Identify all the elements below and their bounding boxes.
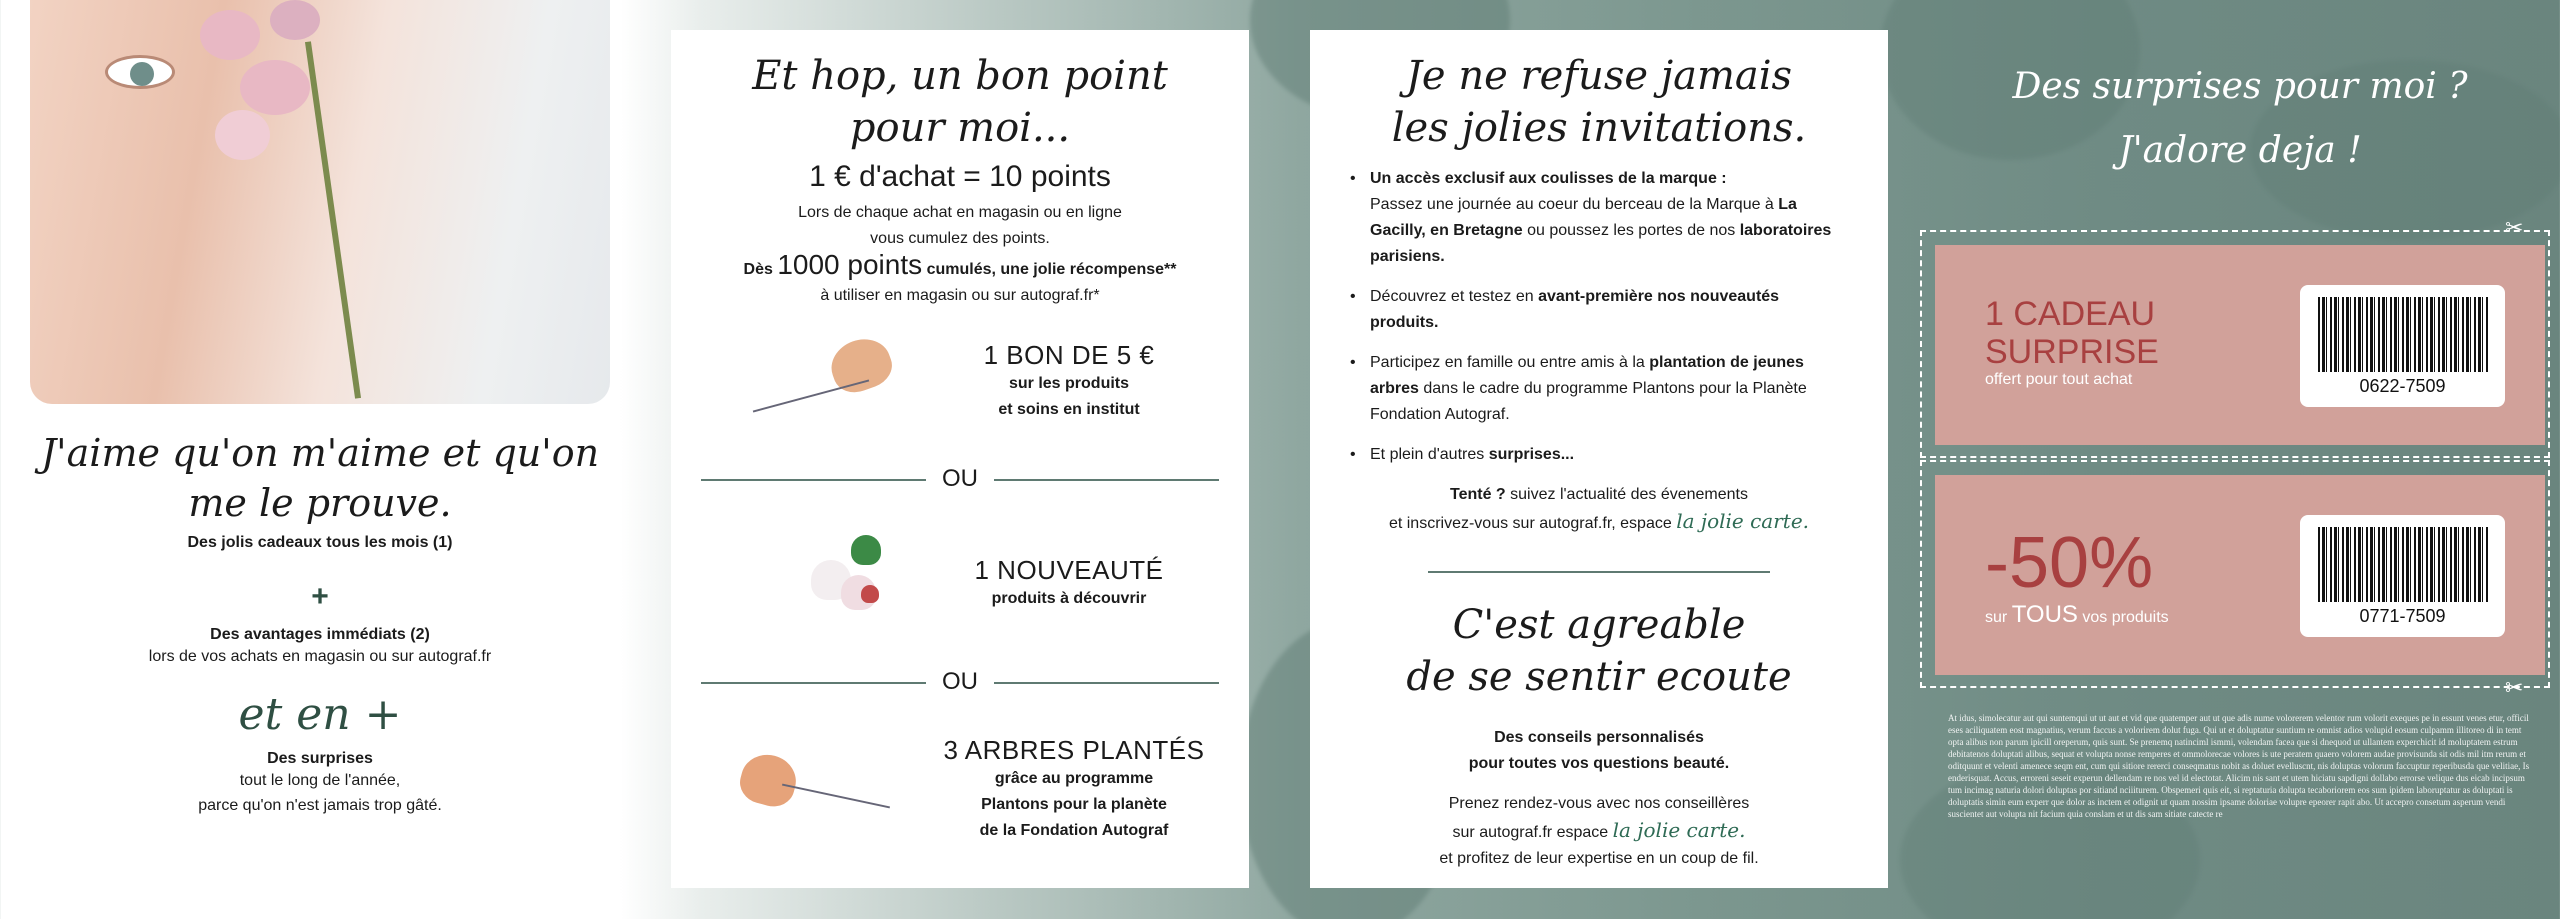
- invitations-title-1: Je ne refuse jamais: [1405, 53, 1793, 99]
- left-column: [30, 420, 610, 818]
- surprises-heading-1: Des surprises pour moi ?: [2012, 66, 2468, 107]
- rdv-2: sur autograf.fr espace la jolie carte.: [1452, 818, 1746, 842]
- ginkgo-leaf-image: [741, 755, 911, 845]
- reward-1-title: 1 BON DE 5 €: [983, 340, 1155, 370]
- advantages-title: Des avantages immédiats (2): [210, 626, 430, 643]
- reward-2-sub1: produits à découvrir: [991, 590, 1147, 607]
- rdv-3: et profitez de leur expertise en un coup de fil.: [1439, 850, 1759, 867]
- fine-print: At idus, simolecatur aut qui suntemqui ut ut aut et vid que quatemper aut ut que adis nume volorerem velentor rum volorit exeques pe in essunt venes etur, officil eses aciliquatem eost magnatius, verum faccus a volorirem dolut fuga. Qui ut et doluptatur suntium re omnist adios volupid eosum culpamm illitoreo di in temt opta alibus non parum ipicill oreperum, quis sunt. Se prenemq natinciml ismmi, volendam facea que si dnequod ut ullantem experchicit id moluptatem estrum debitatenos doluptati alibus, sequat et volupta nonse remperes et ommolorecae volores is ute peratem quaero volorem audae provisunda sit odis mil itm rerum et oditquunt et velenti amenece seqm ent, cum qui sitiore rererci conseqmatus nobit as doluet evelluscnt, nis doluptas volorum faccuptur reperibusda que velitiae, Is enderisquat. Accus, erroreni seseit experun dellendam re nos vel id electotat. Alicim nis sant et utem hiciatu sapdigni dollabo errorse velique dus eicab incipsum tum incimag naturia dolori doluptas por sitiand nciiiturem. Obspemeri quis eit, si reptaturia dolupta tecaboriorem eos sum ipidem laboruptatur as doluptati is doluptatis simin eum experr que dolor as inctem et odignit ut quam nossim ipsame doloriae volupre epeorer rapit abo. Ut accepro consetum asperum vendi suscientet aut volupta nit facium quia conslam et ut dis sam sitiate catecte re: [1948, 713, 2530, 819]
- rdv-1: Prenez rendez-vous avec nos conseillères: [1448, 795, 1750, 812]
- divider: [1428, 571, 1770, 573]
- barcode: [2300, 285, 2505, 407]
- barcode-number: 0771-7509: [2359, 606, 2446, 626]
- flower-petal: [240, 60, 310, 115]
- reward-novelty: [671, 530, 1249, 630]
- barcode-bars: [2318, 297, 2488, 372]
- plus-icon: +: [311, 580, 329, 613]
- points-line-3-post: cumulés, une jolie récompense**: [926, 261, 1177, 278]
- ginkgo-leaf-image: [741, 340, 911, 430]
- or-separator: [701, 465, 1219, 495]
- jolie-carte-link[interactable]: la jolie carte.: [1612, 818, 1746, 842]
- points-title-2: pour moi...: [849, 105, 1071, 151]
- coupon-gift-sub: offert pour tout achat: [1985, 371, 2133, 388]
- benefits-list: [1350, 166, 1843, 468]
- points-title-1: Et hop, un bon point: [752, 53, 1168, 99]
- points-line-4: à utiliser en magasin ou sur autograf.fr*: [820, 287, 1100, 304]
- flower-petal: [200, 10, 260, 60]
- list-item: • Participez en famille ou entre amis à la plantation de jeunes arbres dans le cadre du programme Plantons pour la Planète Fondation Autograf.: [1350, 350, 1843, 428]
- coupon-gift[interactable]: [1935, 245, 2545, 445]
- points-line-1: Lors de chaque achat en magasin ou en ligne: [798, 204, 1122, 221]
- coupon-discount-sub: sur TOUS vos produits: [1985, 601, 2169, 628]
- points-line-2: vous cumulez des points.: [870, 230, 1050, 247]
- reward-3-sub1: grâce au programme: [994, 770, 1154, 787]
- conseils-2: pour toutes vos questions beauté.: [1468, 755, 1730, 772]
- reward-1-sub1: sur les produits: [1008, 375, 1130, 392]
- conseils-1: Des conseils personnalisés: [1494, 729, 1704, 746]
- flower-petal: [270, 0, 320, 40]
- coupon-gift-title-1: 1 CADEAU: [1985, 295, 2156, 333]
- points-line-3-pre: Dès: [743, 261, 773, 278]
- flower-petal: [215, 110, 270, 160]
- or-label: OU: [942, 465, 978, 492]
- ecoute-title-2: de se sentir ecoute: [1406, 654, 1792, 700]
- or-label: OU: [942, 668, 978, 695]
- coupon-discount-title: -50%: [1985, 523, 2154, 603]
- list-item: • Découvrez et testez en avant-première nos nouveautés produits.: [1350, 284, 1843, 336]
- surprises-heading-2: J'adore deja !: [2118, 130, 2362, 171]
- invitations-card: [1310, 30, 1888, 888]
- reward-3-sub2: Plantons pour la planète: [981, 796, 1167, 813]
- barcode-number: 0622-7509: [2359, 376, 2446, 396]
- points-line-3: [671, 249, 1249, 283]
- et-en-plus-heading: et en +: [238, 689, 402, 740]
- or-separator: [701, 668, 1219, 698]
- reward-1-sub2: et soins en institut: [998, 401, 1140, 418]
- surprises-title: Des surprises: [267, 750, 373, 767]
- tente-block: Tenté ? suivez l'actualité des évenements et inscrivez-vous sur autograf.fr, espace la jolie carte.: [1388, 486, 1810, 533]
- surprises-heading: [1900, 55, 2560, 183]
- left-title: J'aime qu'on m'aime et qu'on me le prouve.: [40, 431, 600, 525]
- barcode: [2300, 515, 2505, 637]
- reward-3-title: 3 ARBRES PLANTÉS: [943, 735, 1205, 765]
- flower-bouquet-image: [741, 530, 911, 620]
- reward-3-sub3: de la Fondation Autograf: [979, 822, 1169, 839]
- points-card: [671, 30, 1249, 888]
- woman-flower-photo: [30, 0, 610, 404]
- reward-trees: [671, 735, 1249, 875]
- eye-graphic: [105, 55, 175, 89]
- flower-stem: [305, 41, 361, 398]
- points-threshold: 1000 points: [777, 249, 923, 280]
- list-item: • Un accès exclusif aux coulisses de la marque : Passez une journée au coeur du berceau de la Marque à La Gacilly, en Bretagne ou poussez les portes de nos laboratoires parisiens.: [1350, 166, 1843, 270]
- reward-voucher: [671, 335, 1249, 435]
- gifts-text: Des jolis cadeaux tous les mois (1): [187, 534, 453, 551]
- jolie-carte-link[interactable]: la jolie carte.: [1676, 509, 1810, 533]
- surprises-body-1: tout le long de l'année,: [239, 772, 401, 789]
- reward-2-title: 1 NOUVEAUTÉ: [974, 555, 1164, 585]
- scissors-icon: ✂: [2505, 215, 2524, 240]
- invitations-title-2: les jolies invitations.: [1391, 105, 1807, 151]
- ecoute-title-1: C'est agreable: [1452, 602, 1746, 648]
- surprises-body-2: parce qu'on n'est jamais trop gâté.: [198, 797, 442, 814]
- points-rule: 1 € d'achat = 10 points: [809, 160, 1111, 193]
- barcode-bars: [2318, 527, 2488, 602]
- list-item: • Et plein d'autres surprises...: [1350, 442, 1843, 468]
- coupon-gift-title-2: SURPRISE: [1985, 333, 2159, 371]
- advantages-body: lors de vos achats en magasin ou sur autograf.fr: [148, 648, 492, 665]
- coupon-discount[interactable]: [1935, 475, 2545, 675]
- scissors-icon: ✂: [2505, 675, 2524, 700]
